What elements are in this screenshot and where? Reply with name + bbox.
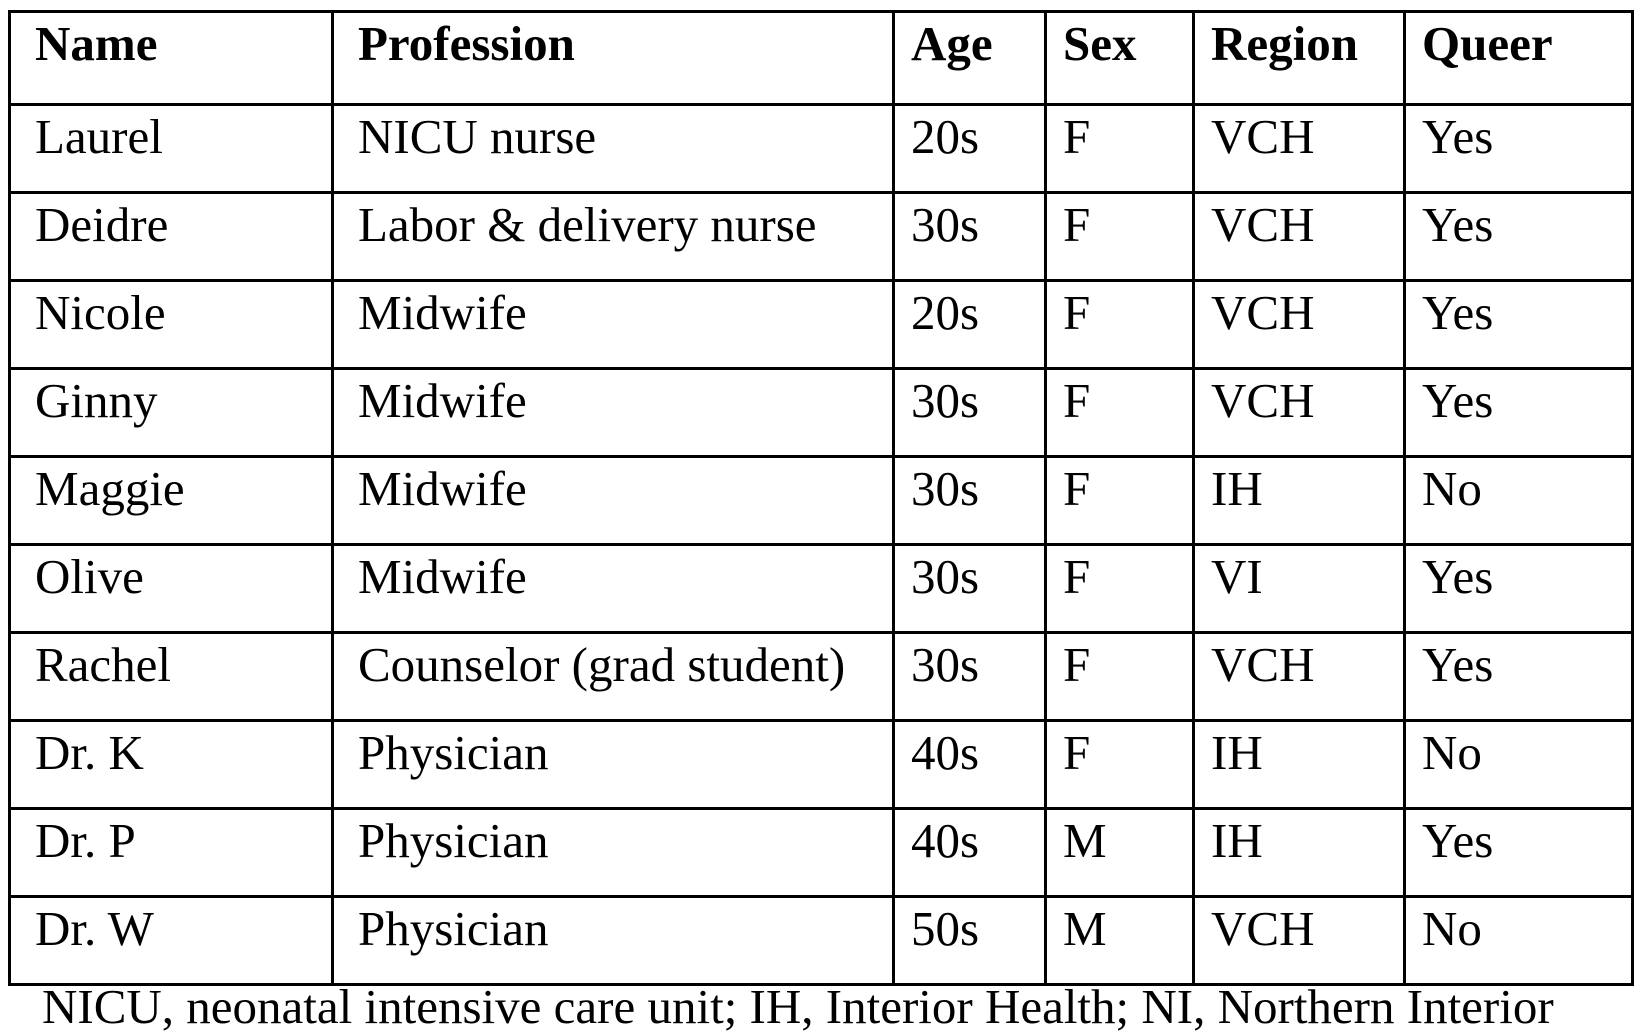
participant-demographics-table [8, 10, 1634, 986]
cell-profession: Physician [333, 721, 894, 809]
cell-age: 40s [894, 721, 1046, 809]
cell-age: 30s [894, 633, 1046, 721]
cell-region: IH [1194, 809, 1405, 897]
cell-name: Rachel [10, 633, 333, 721]
table-row [10, 457, 1633, 545]
cell-profession: Labor & delivery nurse [333, 193, 894, 281]
cell-profession: Midwife [333, 281, 894, 369]
cell-queer: Yes [1405, 545, 1633, 633]
cell-name: Laurel [10, 105, 333, 193]
cell-region: VCH [1194, 193, 1405, 281]
cell-age: 30s [894, 457, 1046, 545]
cell-profession: NICU nurse [333, 105, 894, 193]
cell-name: Dr. K [10, 721, 333, 809]
cell-queer: Yes [1405, 633, 1633, 721]
cell-age: 30s [894, 369, 1046, 457]
cell-sex: M [1046, 809, 1194, 897]
table-row [10, 369, 1633, 457]
cell-sex: F [1046, 633, 1194, 721]
cell-sex: F [1046, 457, 1194, 545]
cell-queer: Yes [1405, 369, 1633, 457]
cell-name: Dr. W [10, 897, 333, 985]
cell-name: Ginny [10, 369, 333, 457]
cell-profession: Midwife [333, 545, 894, 633]
cell-age: 40s [894, 809, 1046, 897]
cell-name: Maggie [10, 457, 333, 545]
column-header-sex: Sex [1046, 12, 1194, 105]
cell-sex: F [1046, 105, 1194, 193]
column-header-queer: Queer [1405, 12, 1633, 105]
cell-queer: Yes [1405, 105, 1633, 193]
cell-age: 20s [894, 105, 1046, 193]
cell-age: 50s [894, 897, 1046, 985]
cell-region: VCH [1194, 281, 1405, 369]
cell-region: IH [1194, 721, 1405, 809]
cell-sex: F [1046, 281, 1194, 369]
cell-queer: Yes [1405, 281, 1633, 369]
cell-age: 30s [894, 545, 1046, 633]
table-row [10, 105, 1633, 193]
cell-profession: Counselor (grad student) [333, 633, 894, 721]
cell-queer: No [1405, 721, 1633, 809]
cell-name: Deidre [10, 193, 333, 281]
column-header-name: Name [10, 12, 333, 105]
cell-region: VCH [1194, 369, 1405, 457]
table-row [10, 633, 1633, 721]
cell-queer: No [1405, 457, 1633, 545]
abbreviations-footnote: NICU, neonatal intensive care unit; IH, Interior Health; NI, Northern Interior [42, 982, 1554, 1031]
column-header-region: Region [1194, 12, 1405, 105]
cell-region: IH [1194, 457, 1405, 545]
cell-region: VCH [1194, 897, 1405, 985]
cell-queer: No [1405, 897, 1633, 985]
table-row [10, 809, 1633, 897]
cell-queer: Yes [1405, 193, 1633, 281]
cell-age: 30s [894, 193, 1046, 281]
cell-sex: F [1046, 193, 1194, 281]
table-row [10, 721, 1633, 809]
column-header-age: Age [894, 12, 1046, 105]
table-row [10, 281, 1633, 369]
cell-region: VI [1194, 545, 1405, 633]
cell-queer: Yes [1405, 809, 1633, 897]
cell-profession: Midwife [333, 457, 894, 545]
cell-region: VCH [1194, 633, 1405, 721]
column-header-profession: Profession [333, 12, 894, 105]
table-row [10, 193, 1633, 281]
cell-sex: F [1046, 721, 1194, 809]
cell-name: Dr. P [10, 809, 333, 897]
cell-age: 20s [894, 281, 1046, 369]
cell-sex: F [1046, 545, 1194, 633]
cell-name: Nicole [10, 281, 333, 369]
table-row [10, 545, 1633, 633]
cell-name: Olive [10, 545, 333, 633]
cell-region: VCH [1194, 105, 1405, 193]
header-row [10, 12, 1633, 105]
table-row [10, 897, 1633, 985]
cell-sex: M [1046, 897, 1194, 985]
cell-profession: Midwife [333, 369, 894, 457]
cell-sex: F [1046, 369, 1194, 457]
cell-profession: Physician [333, 897, 894, 985]
cell-profession: Physician [333, 809, 894, 897]
